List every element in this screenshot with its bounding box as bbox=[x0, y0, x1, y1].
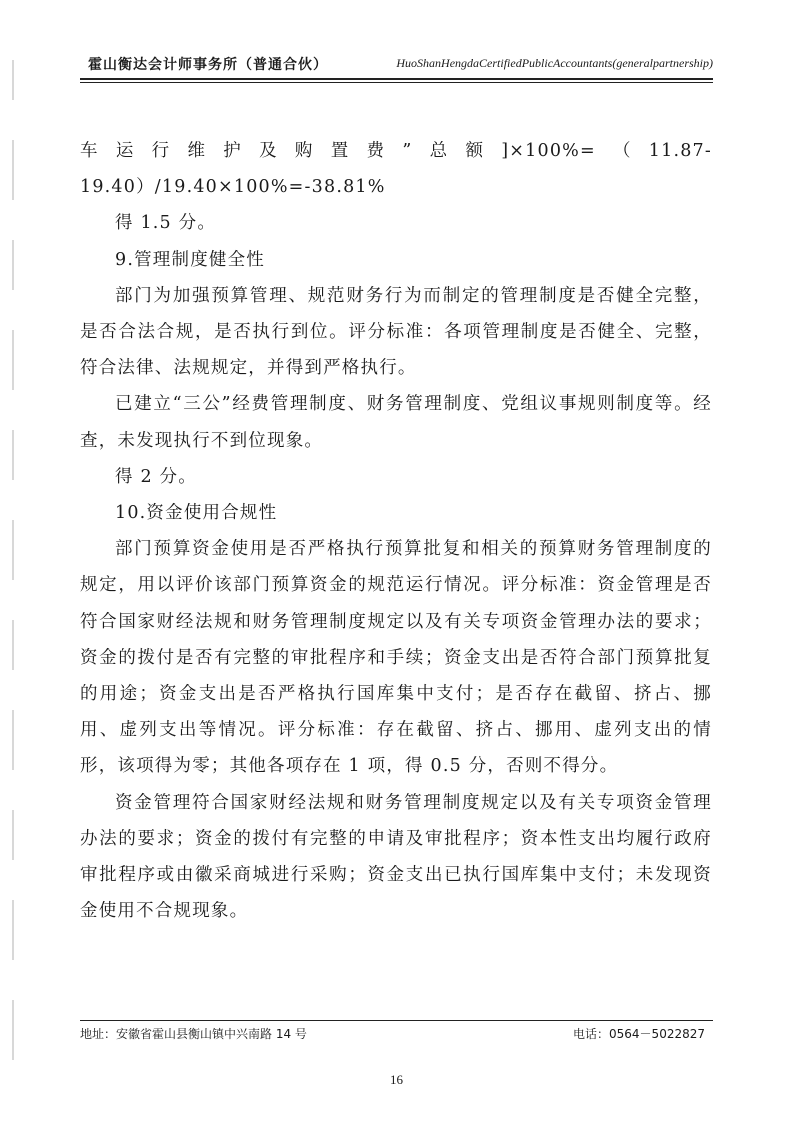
section-9-title: 9.管理制度健全性 bbox=[115, 249, 265, 270]
continued-line: 车运行维护及购置费”总额]×100%=（11.87-19.40）/19.40×100%=-38.81% bbox=[80, 141, 712, 198]
page-header bbox=[80, 52, 713, 78]
footer-divider bbox=[80, 1020, 713, 1021]
scan-edge-mark bbox=[12, 330, 14, 390]
section-9-finding: 已建立“三公”经费管理制度、财务管理制度、党组议事规则制度等。经查，未发现执行不到位现象。 bbox=[80, 394, 712, 451]
scan-edge-mark bbox=[12, 900, 14, 960]
scan-edge-mark bbox=[12, 430, 14, 480]
section-9-description: 部门为加强预算管理、规范财务行为而制定的管理制度是否健全完整，是否合法合规，是否执行到位。评分标准：各项管理制度是否健全、完整，符合法律、法规规定，并得到严格执行。 bbox=[80, 285, 712, 379]
header-divider bbox=[80, 78, 713, 83]
footer-address: 地址：安徽省霍山县衡山镇中兴南路 14 号 bbox=[80, 1027, 307, 1041]
scan-edge-mark bbox=[12, 60, 14, 100]
section-10-finding: 资金管理符合国家财经法规和财务管理制度规定以及有关专项资金管理办法的要求；资金的拨付有完整的申请及审批程序；资本性支出均履行政府审批程序或由徽采商城进行采购；资金支出已执行国库集中支付；未发现资金使用不合规现象。 bbox=[80, 792, 712, 922]
section-10-description: 部门预算资金使用是否严格执行预算批复和相关的预算财务管理制度的规定，用以评价该部门预算资金的规范运行情况。评分标准：资金管理是否符合国家财经法规和财务管理制度规定以及有关专项资金管理办法的要求；资金的拨付是否有完整的审批程序和手续；资金支出是否符合部门预算批复的用途；资金支出是否严格执行国库集中支付；是否存在截留、挤占、挪用、虚列支出等情况。评分标准：存在截留、挤占、挪用、虚列支出的情形，该项得为零；其他各项存在 1 项，得 0.5 分，否则不得分。 bbox=[80, 539, 712, 777]
firm-name-cn: 霍山衡达会计师事务所（普通合伙） bbox=[88, 57, 328, 73]
document-body bbox=[80, 133, 712, 929]
page-footer bbox=[80, 1025, 713, 1045]
scan-edge-mark bbox=[12, 710, 14, 770]
footer-phone: 电话：0564－5022827 bbox=[573, 1027, 705, 1041]
scan-edge-mark bbox=[12, 1000, 14, 1060]
section-10-title: 10.资金使用合规性 bbox=[115, 503, 278, 524]
scan-edge-mark bbox=[12, 240, 14, 290]
firm-name-en: HuoShanHengdaCertifiedPublicAccountants(generalpartnership) bbox=[396, 56, 713, 70]
scan-edge-mark bbox=[12, 620, 14, 670]
scan-edge-mark bbox=[12, 520, 14, 580]
page-number: 16 bbox=[390, 1072, 403, 1087]
score-line-1: 得 1.5 分。 bbox=[115, 213, 217, 234]
score-line-2: 得 2 分。 bbox=[115, 466, 197, 487]
scan-edge-mark bbox=[12, 140, 14, 200]
scan-edge-mark bbox=[12, 810, 14, 860]
